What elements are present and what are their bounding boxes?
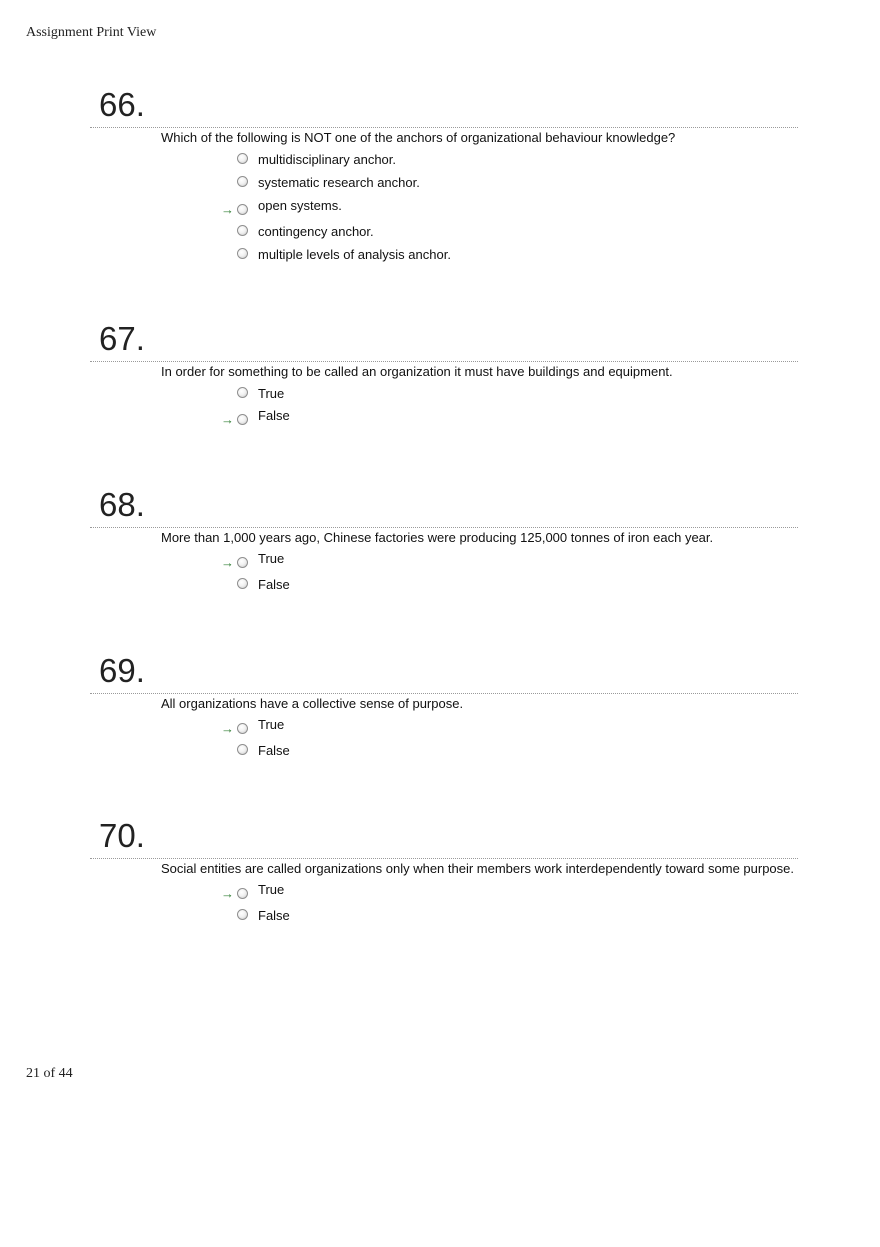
answer-option[interactable] <box>0 247 700 267</box>
question-number: 70. <box>99 817 145 854</box>
radio-button[interactable] <box>237 225 248 236</box>
answer-option[interactable] <box>0 224 700 244</box>
correct-answer-arrow-icon: → <box>221 555 234 570</box>
radio-button[interactable] <box>237 723 248 734</box>
question-number: 68. <box>99 486 145 523</box>
question-text: In order for something to be called an organization it must have buildings and equipment. <box>161 364 673 379</box>
answer-option[interactable] <box>0 577 700 597</box>
option-label: contingency anchor. <box>258 224 374 239</box>
answer-option[interactable] <box>0 908 700 928</box>
page-header: Assignment Print View <box>26 25 157 40</box>
correct-answer-arrow-icon: → <box>221 886 234 901</box>
question-number: 66. <box>99 86 145 123</box>
divider <box>90 858 798 859</box>
question-text: Social entities are called organizations only when their members work interdependently toward some purpose. <box>161 861 795 876</box>
question-text: All organizations have a collective sense of purpose. <box>161 696 464 711</box>
option-label: True <box>258 386 285 401</box>
option-label: True <box>258 717 285 732</box>
radio-button[interactable] <box>237 744 248 755</box>
radio-button[interactable] <box>237 888 248 899</box>
question-text: More than 1,000 years ago, Chinese factories were producing 125,000 tonnes of iron each year. <box>161 530 714 545</box>
divider <box>90 693 798 694</box>
divider <box>90 127 798 128</box>
question-number: 67. <box>99 320 145 357</box>
divider <box>90 527 798 528</box>
option-label: False <box>258 408 290 423</box>
option-label: True <box>258 551 285 566</box>
option-label: False <box>258 908 290 923</box>
question-text: Which of the following is NOT one of the anchors of organizational behaviour knowledge? <box>161 130 676 145</box>
radio-button[interactable] <box>237 176 248 187</box>
option-label: multiple levels of analysis anchor. <box>258 247 451 262</box>
answer-option[interactable] <box>0 386 700 406</box>
option-label: systematic research anchor. <box>258 175 420 190</box>
option-label: multidisciplinary anchor. <box>258 152 397 167</box>
option-label: True <box>258 882 285 897</box>
divider <box>90 361 798 362</box>
radio-button[interactable] <box>237 248 248 259</box>
answer-option-selected[interactable] <box>0 553 700 573</box>
radio-button[interactable] <box>237 909 248 920</box>
answer-option-selected[interactable] <box>0 410 700 430</box>
option-label: False <box>258 743 290 758</box>
answer-option-selected[interactable] <box>0 200 700 220</box>
answer-option-selected[interactable] <box>0 884 700 904</box>
option-label: False <box>258 577 290 592</box>
radio-button[interactable] <box>237 153 248 164</box>
option-label: open systems. <box>258 198 342 213</box>
page-number: 21 of 44 <box>26 1066 73 1081</box>
radio-button[interactable] <box>237 387 248 398</box>
radio-button[interactable] <box>237 414 248 425</box>
answer-option[interactable] <box>0 152 700 172</box>
radio-button[interactable] <box>237 557 248 568</box>
radio-button[interactable] <box>237 204 248 215</box>
correct-answer-arrow-icon: → <box>221 202 234 217</box>
radio-button[interactable] <box>237 578 248 589</box>
correct-answer-arrow-icon: → <box>221 721 234 736</box>
answer-option-selected[interactable] <box>0 719 700 739</box>
correct-answer-arrow-icon: → <box>221 412 234 427</box>
answer-option[interactable] <box>0 175 700 195</box>
question-number: 69. <box>99 652 145 689</box>
answer-option[interactable] <box>0 743 700 763</box>
